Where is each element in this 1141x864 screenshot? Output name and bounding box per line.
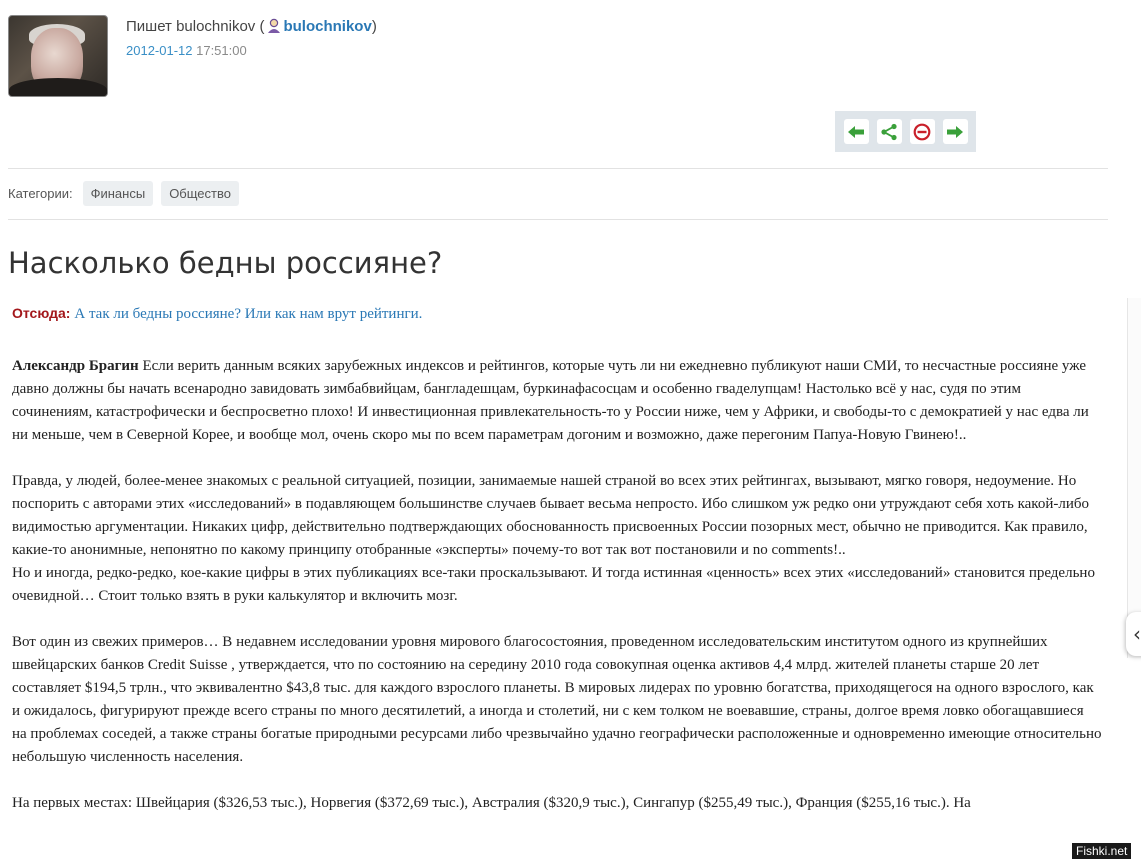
remove-icon [913,123,931,141]
side-panel-toggle[interactable] [1126,612,1141,656]
post-title: Насколько бедны россияне? [8,246,443,280]
article-author: Александр Брагин [12,358,139,374]
user-icon[interactable] [266,18,282,38]
author-line [126,18,377,38]
paragraph-text: Если верить данным всяких зарубежных индексов и рейтингов, которые чуть ли ни ежедневно публикуют наши СМИ, то несчастные россияне уже давно должны бы начать всенародно завидовать зимбабвийцам, бангладешцам, буркинафасосцам и особенно гваделупцам! Настолько всё у нас, судя по этим сочинениям, катастрофически и беспросветно плохо! И инвестиционная привлекательность-то у России ниже, чем у Африки, и свободы-то с демократией у нас едва ли ни меньше, чем в Северной Корее, и вообще мол, очень скоро мы по всем параметрам догоним и возможно, даже перегоним Папуа-Новую Гвинею!.. [12,358,1089,443]
categories [8,181,239,206]
share-button[interactable] [877,119,902,144]
share-icon [880,123,898,141]
side-panel-tab [1127,298,1141,658]
source-label: Отсюда: [12,305,71,321]
site-watermark: Fishki.net [1072,843,1131,859]
prev-post-button[interactable] [844,119,869,144]
article-body [12,355,1102,838]
source-line [12,305,422,323]
arrow-right-icon [946,125,964,139]
paragraph: Вот один из свежих примеров… В недавнем исследовании уровня мирового благосостояния, проведенном исследовательским институтом одного из крупнейших швейцарских банков Credit Suisse , утверждается, что по состоянию на середину 2010 года совокупная оценка активов 4,4 млрд. жителей планеты старше 20 лет составляет $194,5 трлн., что эквивалентно $43,8 тыс. для каждого взрослого планеты. В мировых лидерах по уровню богатства, приходящегося на одного взрослого, как и ожидалось, фигурируют прежде всего страны по много десятилетий, а иногда и столетий, ни с кем толком не воевавшие, страны, долгое время ловко обогащавшиеся на проблемах соседей, а также страны богатые природными ресурсами либо чрезвычайно удачно географически расположенные и одновременно имеющие относительно небольшую численность населения. [12,634,1102,765]
paragraph: Правда, у людей, более-менее знакомых с реальной ситуацией, позиции, занимаемые нашей страной во всех этих рейтингах, вызывают, мягко говоря, недоумение. Но поспорить с авторами этих «исследований» в подавляющем большинстве случаев бывает весьма непросто. Ибо слишком уж редко они утруждают себя хоть какой-либо видимостью аргументации. Никаких цифр, действительно подтверждающих обоснованность присвоенных России позорных мест, обычно не приводится. Как правило, какие-то анонимные, непонятно по какому принципу отобранные «эксперты» почему-то вот так вот постановили и no comments!.. [12,473,1089,558]
paragraph: Но и иногда, редко-редко, кое-какие цифры в этих публикациях все-таки проскальзывают. И тогда истинная «ценность» всех этих «исследований» становится предельно очевидной… Стоит только взять в руки калькулятор и включить мозг. [12,565,1095,604]
divider [8,168,1108,169]
author-login-link[interactable]: bulochnikov [283,18,372,35]
post-date-link[interactable]: 2012-01-12 [126,43,193,58]
paragraph [12,355,1102,447]
author-suffix: ) [371,18,377,35]
next-post-button[interactable] [943,119,968,144]
author-prefix: Пишет bulochnikov ( [126,18,265,35]
author-avatar[interactable] [8,15,108,97]
chevron-left-icon: ‹ [1133,622,1141,646]
post-datetime [126,43,247,58]
post-time: 17:51:00 [192,43,247,58]
category-tag-society[interactable]: Общество [161,181,239,206]
category-tag-finance[interactable]: Финансы [83,181,154,206]
paragraph: На первых местах: Швейцария ($326,53 тыс.), Норвегия ($372,69 тыс.), Австралия ($320,9 тыс.), Сингапур ($255,49 тыс.), Франция ($255,16 тыс.). На [12,795,971,811]
divider [8,219,1108,220]
post-toolbar [835,111,976,152]
categories-label: Категории: [8,186,73,201]
source-link[interactable]: А так ли бедны россияне? Или как нам врут рейтинги. [74,306,423,322]
arrow-left-icon [847,125,865,139]
remove-button[interactable] [910,119,935,144]
avatar-shoulder [9,78,107,97]
